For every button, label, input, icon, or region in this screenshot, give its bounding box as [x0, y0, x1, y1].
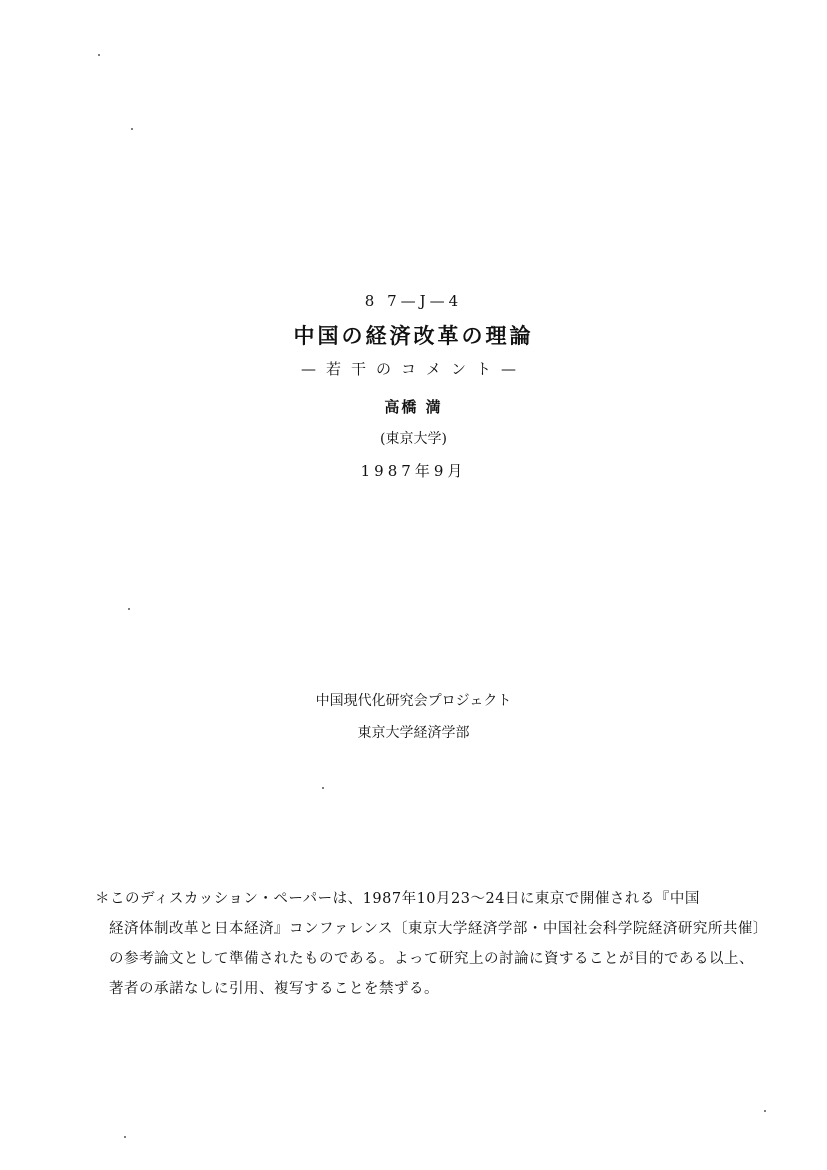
footnote-line: 著者の承諾なしに引用、複写することを禁ずる。	[109, 981, 439, 997]
paper-title: 中国の経済改革の理論	[293, 323, 534, 348]
footnote-line: の参考論文として準備されたものである。よって研究上の討論に資することが目的である以上、	[109, 951, 754, 967]
author-affiliation: (東京大学)	[380, 431, 447, 447]
author-name: 高橋 満	[384, 398, 443, 416]
publication-date: 1987年9月	[360, 462, 467, 480]
footnote-line: 経済体制改革と日本経済』コンファレンス〔東京大学経済学部・中国社会科学院経済研究所共催〕	[109, 921, 768, 937]
scan-speck	[322, 787, 324, 789]
project-name: 中国現代化研究会プロジェクト	[315, 693, 512, 709]
scan-speck	[98, 54, 100, 56]
footnote-line: ＊このディスカッション・ペーパーは、1987年10月23～24日に東京で開催される『中国	[95, 891, 700, 907]
scan-speck	[128, 608, 130, 610]
scan-speck	[124, 1136, 126, 1138]
faculty-name: 東京大学経済学部	[357, 725, 470, 741]
paper-id: 8 7—J—4	[364, 292, 463, 310]
disclaimer-footnote	[95, 884, 785, 1004]
paper-subtitle: —若干のコメント—	[300, 360, 526, 378]
scan-speck	[131, 128, 133, 130]
scan-speck	[764, 1110, 766, 1112]
